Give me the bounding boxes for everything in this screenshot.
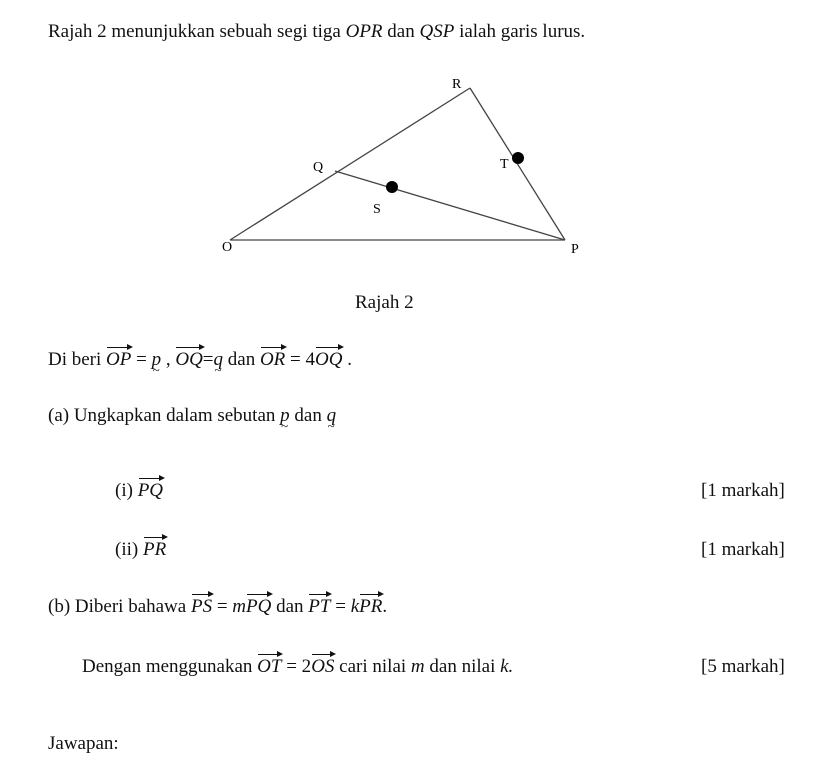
vector-pq-b: PQ — [246, 590, 271, 618]
point-t — [512, 152, 524, 164]
vector-pr: PR — [143, 533, 166, 561]
given-dan: dan — [227, 349, 256, 370]
label-r: R — [452, 77, 462, 92]
label-o: O — [222, 240, 233, 255]
given-line — [48, 343, 352, 371]
part-b-line2-dan: dan nilai — [429, 656, 496, 677]
line-qp — [335, 171, 565, 240]
part-a-q: q ~ — [327, 405, 337, 427]
part-b-eq1: = — [216, 596, 228, 617]
vector-q: q ~ — [214, 349, 224, 371]
part-a-dan: dan — [294, 405, 322, 426]
part-a-question — [48, 405, 336, 427]
intro-before: Rajah 2 menunjukkan sebuah segi tiga — [48, 21, 341, 42]
part-b-dan: dan — [276, 596, 304, 617]
part-a-text: (a) Ungkapkan dalam sebutan — [48, 405, 276, 426]
vector-os: OS — [311, 650, 334, 678]
given-eq3: = 4 — [290, 349, 315, 370]
intro-middle: dan — [387, 21, 415, 42]
var-m: m — [232, 596, 247, 617]
vector-pr-b: PR — [359, 590, 382, 618]
vector-ps: PS — [191, 590, 212, 618]
intro-triangle: OPR — [345, 21, 383, 42]
given-eq1: = — [136, 349, 147, 370]
given-eq2: = — [202, 349, 214, 370]
vector-op: OP — [106, 343, 131, 371]
given-comma: , — [165, 349, 171, 370]
vector-oq-2: OQ — [315, 343, 342, 371]
part-b-line2 — [82, 650, 513, 678]
vector-oq: OQ — [175, 343, 202, 371]
part-a-ii — [115, 533, 166, 561]
var-m-2: m — [410, 656, 425, 677]
part-a-i-marks: [1 markah] — [701, 480, 785, 501]
vector-pq: PQ — [138, 474, 163, 502]
part-a-ii-marks: [1 markah] — [701, 539, 785, 560]
part-a-p: p ~ — [280, 405, 290, 427]
point-s — [386, 181, 398, 193]
intro-line-name: QSP — [419, 21, 455, 42]
vector-or: OR — [260, 343, 285, 371]
part-a-i-label: (i) — [115, 480, 133, 501]
vector-p: p ~ — [152, 349, 162, 371]
given-end: . — [347, 349, 352, 370]
side-rp — [470, 88, 565, 240]
diagram-caption: Rajah 2 — [355, 292, 414, 313]
intro-after: ialah garis lurus. — [459, 21, 586, 42]
part-b-eq2: = — [335, 596, 346, 617]
var-k: k — [350, 596, 360, 617]
triangle-diagram — [0, 0, 830, 300]
part-b-text: (b) Diberi bahawa — [48, 596, 187, 617]
part-b-line1 — [48, 590, 387, 618]
label-p: P — [571, 242, 579, 257]
part-b-line2-mid: cari nilai — [339, 656, 407, 677]
part-a-i — [115, 474, 163, 502]
vector-pt: PT — [308, 590, 330, 618]
part-b-marks: [5 markah] — [701, 656, 785, 677]
vector-ot: OT — [257, 650, 281, 678]
label-q: Q — [313, 160, 324, 175]
var-k-2: k. — [500, 656, 514, 677]
part-b-line2-prefix: Dengan menggunakan — [82, 656, 253, 677]
answer-label: Jawapan: — [48, 733, 119, 754]
side-or — [230, 88, 470, 240]
part-b-eq3: = 2 — [286, 656, 312, 677]
label-s: S — [373, 202, 381, 217]
part-b-end: . — [382, 596, 388, 617]
part-a-ii-label: (ii) — [115, 539, 139, 560]
given-prefix: Di beri — [48, 349, 102, 370]
label-t: T — [500, 157, 509, 172]
